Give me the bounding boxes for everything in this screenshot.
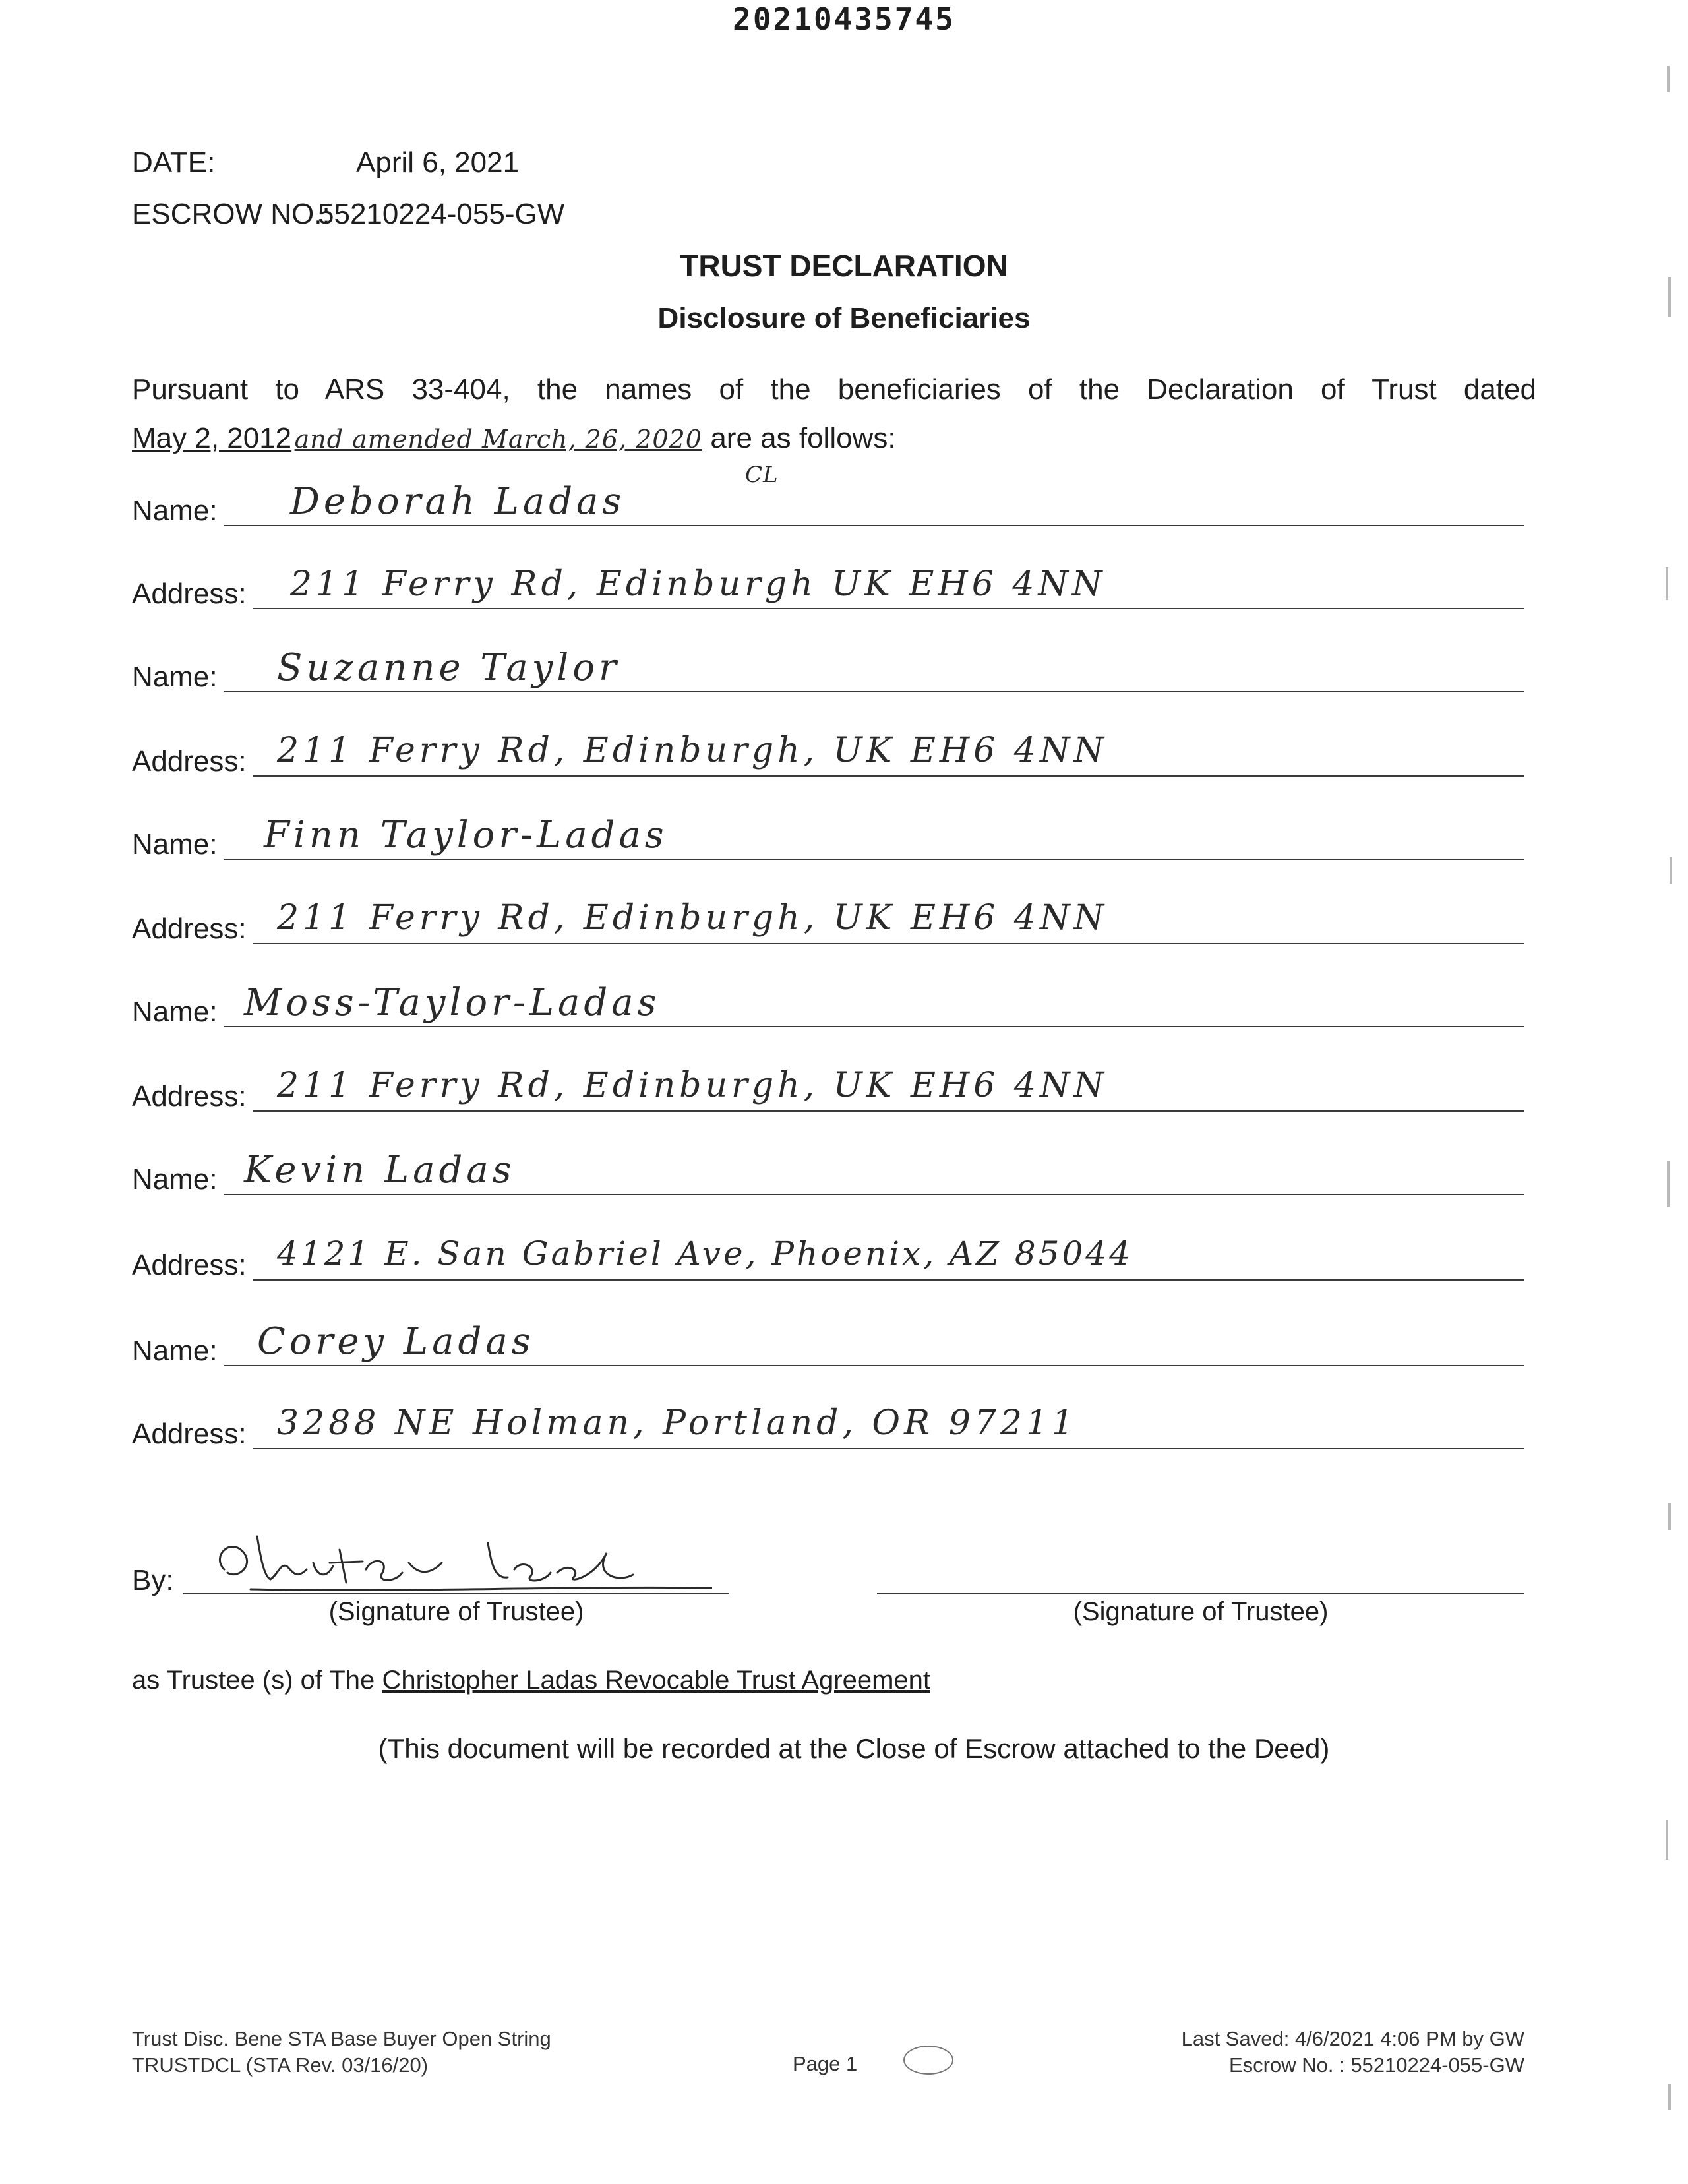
beneficiary-name: Finn Taylor-Ladas: [264, 814, 668, 857]
escrow-value: 55210224-055-GW: [318, 198, 565, 230]
recording-note: (This document will be recorded at the Close of Escrow attached to the Deed): [378, 1733, 1330, 1764]
name-label: Name:: [132, 661, 218, 693]
beneficiary-address: 211 Ferry Rd, Edinburgh, UK EH6 4NN: [277, 898, 1108, 938]
footer-left-1: Trust Disc. Bene STA Base Buyer Open String: [132, 2027, 551, 2050]
address-label: Address:: [132, 578, 247, 610]
address-line: [253, 1110, 1524, 1112]
date-value: April 6, 2021: [356, 146, 520, 179]
trustee-signature: [198, 1517, 712, 1609]
beneficiary-name: Corey Ladas: [257, 1320, 535, 1363]
name-line: [224, 1194, 1524, 1195]
name-label: Name:: [132, 1335, 218, 1367]
address-label: Address:: [132, 1249, 247, 1281]
name-line: [224, 525, 1524, 526]
beneficiary-name: Kevin Ladas: [244, 1149, 516, 1192]
beneficiary-address: 4121 E. San Gabriel Ave, Phoenix, AZ 85044: [277, 1234, 1133, 1273]
name-label: Name:: [132, 1163, 218, 1196]
beneficiary-address: 211 Ferry Rd, Edinburgh UK EH6 4NN: [290, 564, 1106, 604]
trustee-statement: [132, 1666, 930, 1695]
address-line: [253, 943, 1524, 944]
document-title: TRUST DECLARATION: [680, 249, 1008, 283]
date-label: DATE:: [132, 146, 216, 179]
beneficiary-address: 211 Ferry Rd, Edinburgh, UK EH6 4NN: [277, 1066, 1108, 1105]
signature-line-2: [877, 1593, 1524, 1594]
address-label: Address:: [132, 745, 247, 777]
name-label: Name:: [132, 828, 218, 861]
intro-amendment-handwritten: and amended March, 26, 2020: [294, 425, 702, 454]
initials-handwritten: CL: [745, 462, 779, 488]
recording-number: 20210435745: [733, 1, 955, 37]
address-label: Address:: [132, 1418, 247, 1450]
escrow-label: ESCROW NO.:: [132, 198, 330, 230]
intro-trust-date: May 2, 2012: [132, 422, 292, 454]
page-stamp-icon: [903, 2046, 953, 2075]
by-label: By:: [132, 1564, 174, 1596]
name-label: Name:: [132, 996, 218, 1028]
name-line: [224, 1026, 1524, 1027]
name-label: Name:: [132, 495, 218, 527]
signature-line-1: [183, 1593, 729, 1594]
footer-right-1: Last Saved: 4/6/2021 4:06 PM by GW: [1181, 2027, 1524, 2050]
trustee-prefix: as Trustee (s) of The: [132, 1666, 375, 1695]
address-label: Address:: [132, 1080, 247, 1112]
beneficiary-address: 3288 NE Holman, Portland, OR 97211: [277, 1403, 1078, 1443]
beneficiary-address: 211 Ferry Rd, Edinburgh, UK EH6 4NN: [277, 731, 1108, 770]
trust-name: Christopher Ladas Revocable Trust Agreement: [382, 1666, 930, 1695]
signature-caption-2: (Signature of Trustee): [1073, 1597, 1329, 1626]
beneficiary-name: Moss-Taylor-Ladas: [244, 981, 661, 1024]
footer-right-2: Escrow No. : 55210224-055-GW: [1229, 2053, 1524, 2077]
address-label: Address:: [132, 913, 247, 945]
footer-left-2: TRUSTDCL (STA Rev. 03/16/20): [132, 2053, 429, 2077]
beneficiary-name: Suzanne Taylor: [277, 646, 620, 689]
name-line: [224, 1365, 1524, 1366]
intro-tail: are as follows:: [710, 422, 896, 454]
name-line: [224, 691, 1524, 692]
intro-line-1: Pursuant to ARS 33-404, the names of the beneficiaries of the Declaration of Trust dated: [132, 373, 1536, 406]
address-line: [253, 1279, 1524, 1281]
footer-page: Page 1: [793, 2052, 858, 2075]
address-line: [253, 608, 1524, 609]
address-line: [253, 775, 1524, 777]
address-line: [253, 1448, 1524, 1449]
signature-caption-1: (Signature of Trustee): [328, 1597, 584, 1626]
name-line: [224, 859, 1524, 860]
document-subtitle: Disclosure of Beneficiaries: [657, 302, 1031, 334]
intro-line-2: [132, 422, 896, 455]
beneficiary-name: Deborah Ladas: [290, 480, 626, 523]
